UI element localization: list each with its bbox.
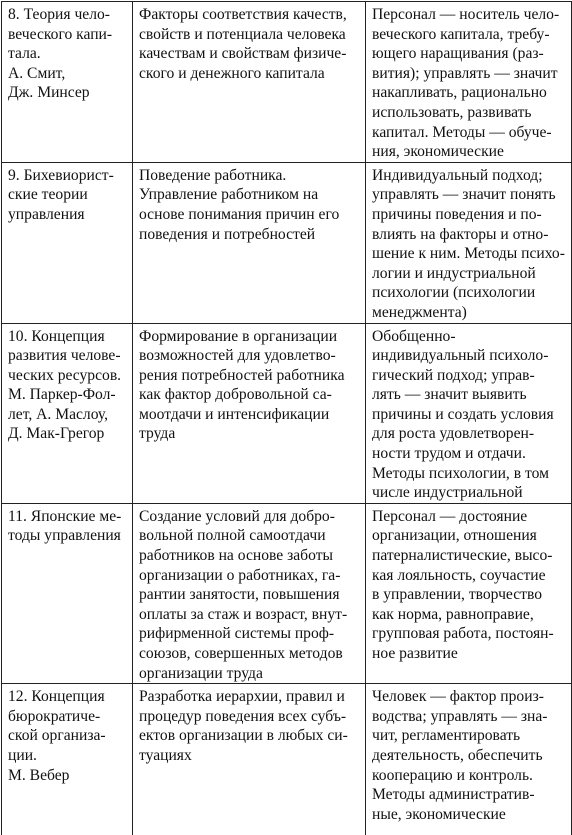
cell-line: гический подход; управ- — [372, 366, 535, 384]
cell-line: моотдачи и интенсификации — [139, 405, 330, 423]
cell-line: менеджмента) — [372, 303, 467, 321]
cell-line: бюрократиче- — [8, 707, 101, 725]
cell-line: 9. Бихевиорист- — [8, 166, 114, 184]
cell-line: веческого капитала, требу- — [372, 25, 550, 43]
cell-line: ное развитие — [372, 645, 458, 662]
approach-cell — [366, 2, 572, 163]
cell-line: вития); управлять — значит — [372, 64, 558, 82]
approach-cell — [366, 503, 572, 683]
cell-line: Персонал — достояние — [372, 507, 528, 525]
cell-line: кая лояльность, соучастие — [372, 566, 546, 584]
cell-line: управления — [8, 205, 85, 223]
cell-line: Д. Мак-Грегор — [8, 425, 105, 443]
cell-line: ющего наращивания (раз- — [372, 45, 544, 63]
cell-line: организации о работниках, га- — [139, 566, 341, 584]
cell-line: патерналистические, высо- — [372, 547, 553, 565]
cell-line: возможностей для удовлетво- — [139, 347, 336, 365]
table-row — [2, 162, 572, 323]
cell-line: ской организа- — [8, 727, 106, 745]
cell-line: лет, А. Маслоу, — [8, 405, 109, 423]
cell-line: 12. Концепция — [8, 688, 105, 706]
cell-line: Разработка иерархии, правил и — [139, 688, 345, 706]
approach-cell — [366, 684, 572, 835]
cell-line: 10. Концепция — [8, 327, 105, 345]
cell-line: психологии (психологии — [372, 284, 536, 302]
cell-line: качествам и свойствам физиче- — [139, 45, 347, 63]
cell-line: Методы психологии, в том — [372, 464, 549, 482]
cell-line: туациях — [139, 746, 192, 764]
cell-line: Индивидуальный подход; — [372, 166, 543, 184]
cell-line: чит, регламентировать — [372, 727, 521, 745]
cell-line: оплаты за стаж и возраст, внут- — [139, 605, 348, 623]
cell-line: 8. Теория чело- — [8, 6, 110, 23]
cell-line: ские теории — [8, 186, 88, 204]
cell-line: причины поведения и по- — [372, 205, 542, 223]
cell-line: процедур поведения всех субъ- — [139, 707, 347, 725]
table-row — [2, 323, 572, 503]
cell-line: использовать, развивать — [372, 103, 532, 121]
cell-line: групповая работа, постоян- — [372, 625, 554, 643]
factors-cell — [133, 323, 366, 503]
concept-cell — [2, 684, 133, 835]
cell-line: Поведение работника. — [139, 166, 287, 184]
cell-line: Формирование в организации — [139, 327, 338, 345]
cell-line: Дж. Минсер — [8, 84, 90, 102]
cell-line: Создание условий для добро- — [139, 507, 335, 525]
concept-cell — [2, 503, 133, 683]
cell-line: числе индустриальной — [372, 484, 523, 502]
cell-line: организации труда — [139, 664, 263, 682]
cell-line: Факторы соответствия качеств, — [139, 6, 347, 23]
cell-line: работников на основе заботы — [139, 547, 333, 565]
cell-line: ные, экономические — [372, 805, 506, 823]
cell-line: ческих ресурсов. — [8, 366, 122, 384]
cell-line: Управление работником на — [139, 186, 319, 204]
cell-line: поведения и потребностей — [139, 225, 316, 243]
cell-line: деятельность, обеспечить — [372, 746, 543, 764]
cell-line: шение к ним. Методы психо- — [372, 245, 565, 263]
cell-line: водства; управлять — зна- — [372, 707, 548, 725]
cell-line: ского и денежного капитала — [139, 64, 325, 82]
cell-line: в управлении, творчество — [372, 586, 543, 604]
cell-line: ности трудом и отдачи. — [372, 445, 526, 463]
cell-line: логии и индустриальной — [372, 264, 536, 282]
approach-cell — [366, 323, 572, 503]
cell-line: свойств и потенциала человека — [139, 25, 346, 43]
cell-line: управлять — значит понять — [372, 186, 556, 204]
cell-line: М. Вебер — [8, 766, 70, 784]
table-row — [2, 503, 572, 683]
management-concepts-table — [1, 1, 572, 835]
cell-line: индивидуальный психоло- — [372, 347, 549, 365]
cell-line: рифирменной системы проф- — [139, 625, 335, 643]
factors-cell — [133, 162, 366, 323]
factors-cell — [133, 684, 366, 835]
cell-line: рения потребностей работника — [139, 366, 345, 384]
cell-line: тоды управления — [8, 527, 121, 545]
cell-line: союзов, совершенных методов — [139, 645, 343, 662]
cell-line: лять — значит выявить — [372, 386, 527, 404]
cell-line: Методы административ- — [372, 786, 535, 804]
cell-line: организации, отношения — [372, 527, 537, 545]
concept-cell — [2, 323, 133, 503]
cell-line: тала. — [8, 45, 41, 63]
cell-line: как фактор добровольной са- — [139, 386, 332, 404]
cell-line: вольной полной самоотдачи — [139, 527, 326, 545]
cell-line: как норма, равноправие, — [372, 605, 534, 623]
cell-line: Обобщенно- — [372, 327, 456, 345]
concept-cell — [2, 162, 133, 323]
concept-cell — [2, 2, 133, 163]
cell-line: Персонал — носитель чело- — [372, 6, 560, 23]
cell-line: кооперацию и контроль. — [372, 766, 533, 784]
cell-line: накапливать, рационально — [372, 84, 547, 102]
cell-line: ции. — [8, 746, 37, 764]
cell-line: для роста удовлетворен- — [372, 425, 535, 443]
cell-line: влиять на факторы и отно- — [372, 225, 549, 243]
cell-line: веческого капи- — [8, 25, 113, 43]
cell-line: ния, экономические — [372, 143, 504, 161]
table-row — [2, 2, 572, 163]
cell-line: ектов организации в любых си- — [139, 727, 348, 745]
cell-line: основе понимания причин его — [139, 205, 340, 223]
cell-line: А. Смит, — [8, 64, 66, 82]
cell-line: рантии занятости, повышения — [139, 586, 340, 604]
cell-line: развития челове- — [8, 347, 121, 365]
cell-line: М. Паркер-Фол- — [8, 386, 116, 404]
factors-cell — [133, 503, 366, 683]
cell-line: Человек — фактор произ- — [372, 688, 544, 706]
approach-cell — [366, 162, 572, 323]
cell-line: причины и создать условия — [372, 405, 554, 423]
table-row — [2, 684, 572, 835]
cell-line: труда — [139, 425, 176, 443]
cell-line: капитал. Методы — обуче- — [372, 123, 552, 141]
factors-cell — [133, 2, 366, 163]
cell-line: 11. Японские ме- — [8, 507, 122, 525]
